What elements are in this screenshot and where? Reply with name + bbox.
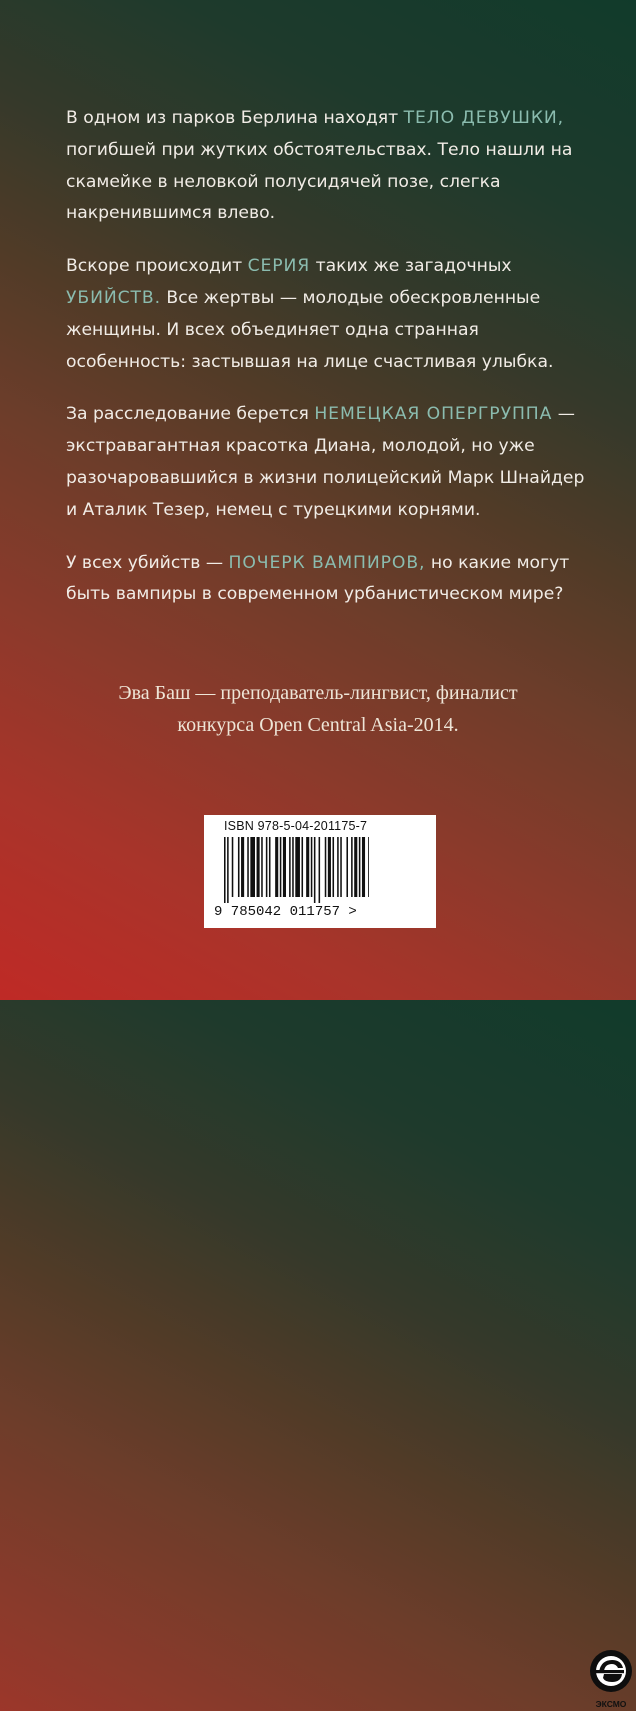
barcode-bar <box>232 837 234 897</box>
barcode-bar <box>275 837 278 897</box>
eksmo-logo-text: ЭКСМО <box>595 1699 627 1709</box>
barcode-bar <box>311 837 313 897</box>
blurb <box>66 103 591 632</box>
blurb-text: У всех убийств — <box>66 552 229 573</box>
barcode-bar <box>292 837 294 897</box>
barcode-bar <box>362 837 365 897</box>
author-note-line-1: Эва Баш — преподаватель-лингвист, финалист <box>118 682 518 704</box>
barcode-bar <box>325 837 327 897</box>
barcode-bar <box>314 837 316 903</box>
ean-digits: 9 785042 011757 > <box>214 904 357 920</box>
author-note <box>0 677 636 741</box>
barcode-bar <box>368 837 369 897</box>
barcode-bar <box>328 837 331 897</box>
blurb-highlight: НЕМЕЦКАЯ ОПЕРГРУППА <box>314 404 553 425</box>
barcode-panel <box>204 815 627 1709</box>
blurb-highlight: СЕРИЯ <box>247 256 311 277</box>
barcode-bar <box>319 837 321 903</box>
barcode-bar <box>289 837 291 897</box>
blurb-paragraph-3 <box>66 399 591 526</box>
blurb-paragraph-1 <box>66 103 591 230</box>
barcode-bar <box>283 837 286 897</box>
eksmo-logo <box>585 1647 636 1711</box>
barcode-bar <box>333 837 335 897</box>
barcode-bar <box>257 837 260 897</box>
barcode-bar <box>224 837 226 903</box>
author-note-line-2: конкурса Open Central Asia-2014. <box>177 714 459 736</box>
blurb-highlight: УБИЙСТВ. <box>66 287 161 308</box>
blurb-text: погибшей при жутких обстоятельствах. Тело нашли на скамейке в неловкой полусидячей позе, слегка накренившимся влево. <box>66 139 573 224</box>
blurb-text: В одном из парков Берлина находят <box>66 108 404 128</box>
barcode-bar <box>261 837 263 897</box>
blurb-text: таких же загадочных <box>310 256 512 277</box>
barcode-bar <box>269 837 271 897</box>
barcode-bar <box>250 837 255 897</box>
isbn-label: ISBN 978-5-04-201175-7 <box>224 819 368 833</box>
barcode-bar <box>354 837 357 897</box>
blurb-highlight: ТЕЛО ДЕВУШКИ, <box>403 108 565 128</box>
blurb-paragraph-4 <box>66 548 591 612</box>
barcode-bar <box>280 837 282 897</box>
blurb-text: Вскоре происходит <box>66 256 248 277</box>
blurb-highlight: ПОЧЕРК ВАМПИРОВ, <box>228 552 426 573</box>
barcode-bar <box>346 837 348 897</box>
barcode-bar <box>306 837 309 897</box>
barcode-bar <box>337 837 339 897</box>
barcode-bar <box>302 837 304 897</box>
blurb-text: За расследование берется <box>66 404 315 425</box>
blurb-text: Все жертвы — молодые обескровленные женщины. И всех объединяет одна странная особенность: застывшая на лице счастливая улыбка. <box>66 287 554 372</box>
barcode-bar <box>247 837 249 897</box>
blurb-paragraph-2 <box>66 251 591 378</box>
barcode-bar <box>351 837 353 897</box>
barcode-bar <box>238 837 240 897</box>
blurb-text: — экстравагантная красотка Диана, молодой, но уже разочаровавшийся в жизни полицейский Марк Шнайдер и Аталик Тезер, немец с турецкими корнями. <box>66 404 585 520</box>
barcode-bar <box>359 837 361 897</box>
barcode-bars <box>224 837 369 903</box>
barcode-bar <box>340 837 342 897</box>
barcode-bar <box>227 837 229 903</box>
barcode-bar <box>295 837 300 897</box>
barcode-bar <box>266 837 268 897</box>
blurb-text: но какие могут быть вампиры в современном урбанистическом мире? <box>66 552 570 605</box>
barcode-bar <box>241 837 244 897</box>
